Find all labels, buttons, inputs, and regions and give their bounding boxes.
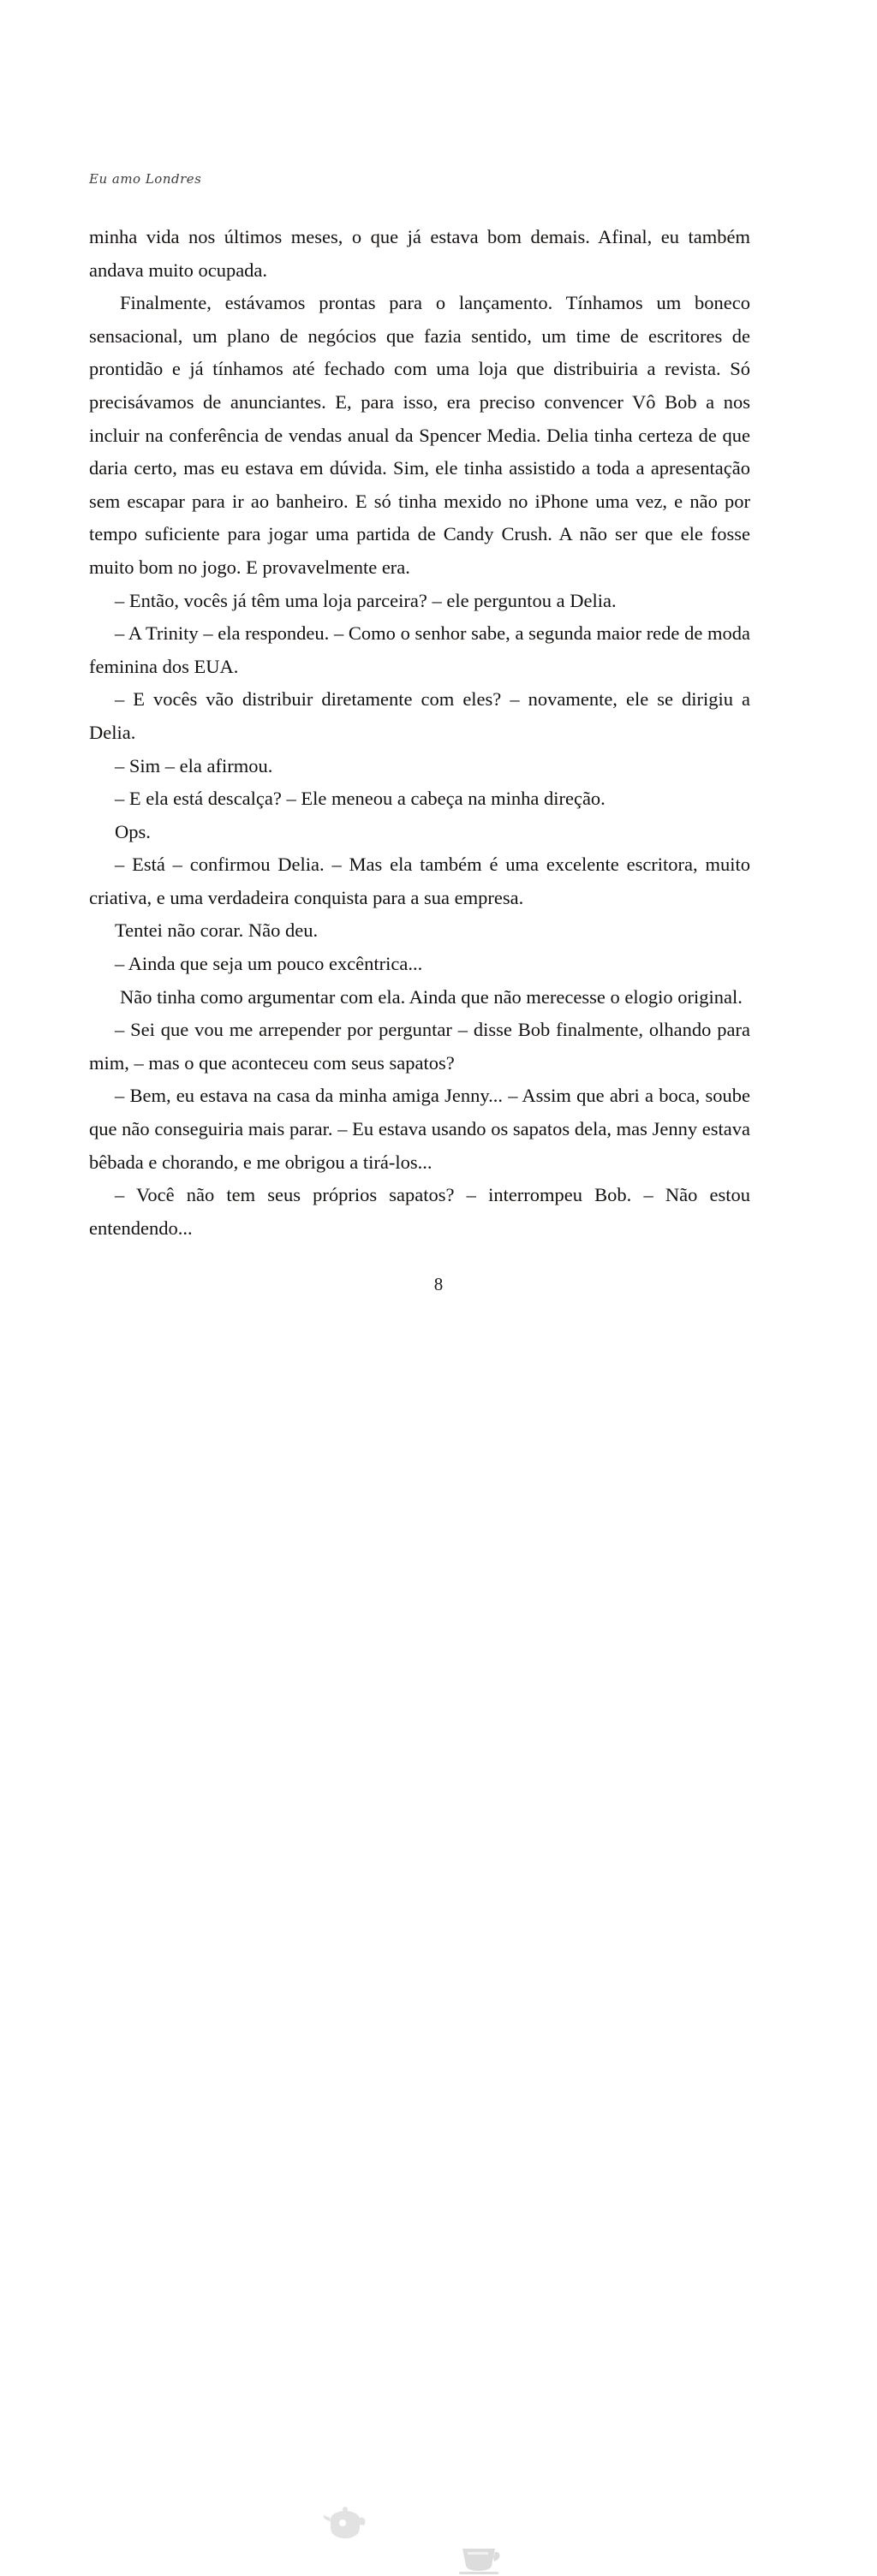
paragraph: minha vida nos últimos meses, o que já estava bom demais. Afinal, eu também andava muito ocupada. (89, 226, 750, 281)
paragraph: Tentei não corar. Não deu. (115, 919, 319, 942)
paragraph: – A Trinity – ela respondeu. – Como o senhor sabe, a segunda maior rede de moda feminina dos EUA. (89, 622, 750, 677)
paragraph: Ops. (115, 820, 151, 842)
paragraph: – Então, vocês já têm uma loja parceira? – ele perguntou a Delia. (115, 589, 617, 611)
paragraph: – E vocês vão distribuir diretamente com eles? – novamente, ele se dirigiu a Delia. (89, 688, 750, 743)
paragraph: – Sei que vou me arrepender por perguntar – disse Bob finalmente, olhando para mim, – mas o que aconteceu com seus sapatos? (89, 1019, 750, 1074)
page-footer (0, 1246, 877, 1348)
running-head: Eu amo Londres (89, 171, 202, 187)
paragraph: – Está – confirmou Delia. – Mas ela também é uma excelente escritora, muito criativa, e uma verdadeira conquista para a sua empresa. (89, 854, 750, 908)
paragraph: – Sim – ela afirmou. (115, 754, 273, 776)
paragraph: Não tinha como argumentar com ela. Ainda que não merecesse o elogio original. (120, 985, 743, 1008)
teacup-icon (456, 2540, 502, 2576)
teapot-icon (322, 2504, 367, 2543)
paragraph: – Bem, eu estava na casa da minha amiga Jenny... – Assim que abri a boca, soube que não conseguiria mais parar. – Eu estava usando os sapatos dela, mas Jenny estava bêbada e chorando, e me obrigou a tirá-los... (89, 1085, 750, 1173)
body-text (89, 221, 750, 1245)
paragraph: – Você não tem seus próprios sapatos? – interrompeu Bob. – Não estou entendendo... (89, 1184, 750, 1239)
page-number: 8 (433, 1274, 444, 1294)
paragraph: – Ainda que seja um pouco excêntrica... (115, 953, 423, 975)
paragraph: – E ela está descalça? – Ele meneou a cabeça na minha direção. (115, 788, 606, 810)
paragraph: Finalmente, estávamos prontas para o lançamento. Tínhamos um boneco sensacional, um plano de negócios que fazia sentido, um time de escritores de prontidão e já tínhamos até fechado com uma loja que distribuiria a revista. Só precisávamos de anunciantes. E, para isso, era preciso convencer Vô Bob a nos incluir na conferência de vendas anual da Spencer Media. Delia tinha certeza de que daria certo, mas eu estava em dúvida. Sim, ele tinha assistido a toda a apresentação sem escapar para ir ao banheiro. E só tinha mexido no iPhone uma vez, e não por tempo suficiente para jogar uma partida de Candy Crush. A não ser que ele fosse muito bom no jogo. E provavelmente era. (89, 292, 750, 578)
